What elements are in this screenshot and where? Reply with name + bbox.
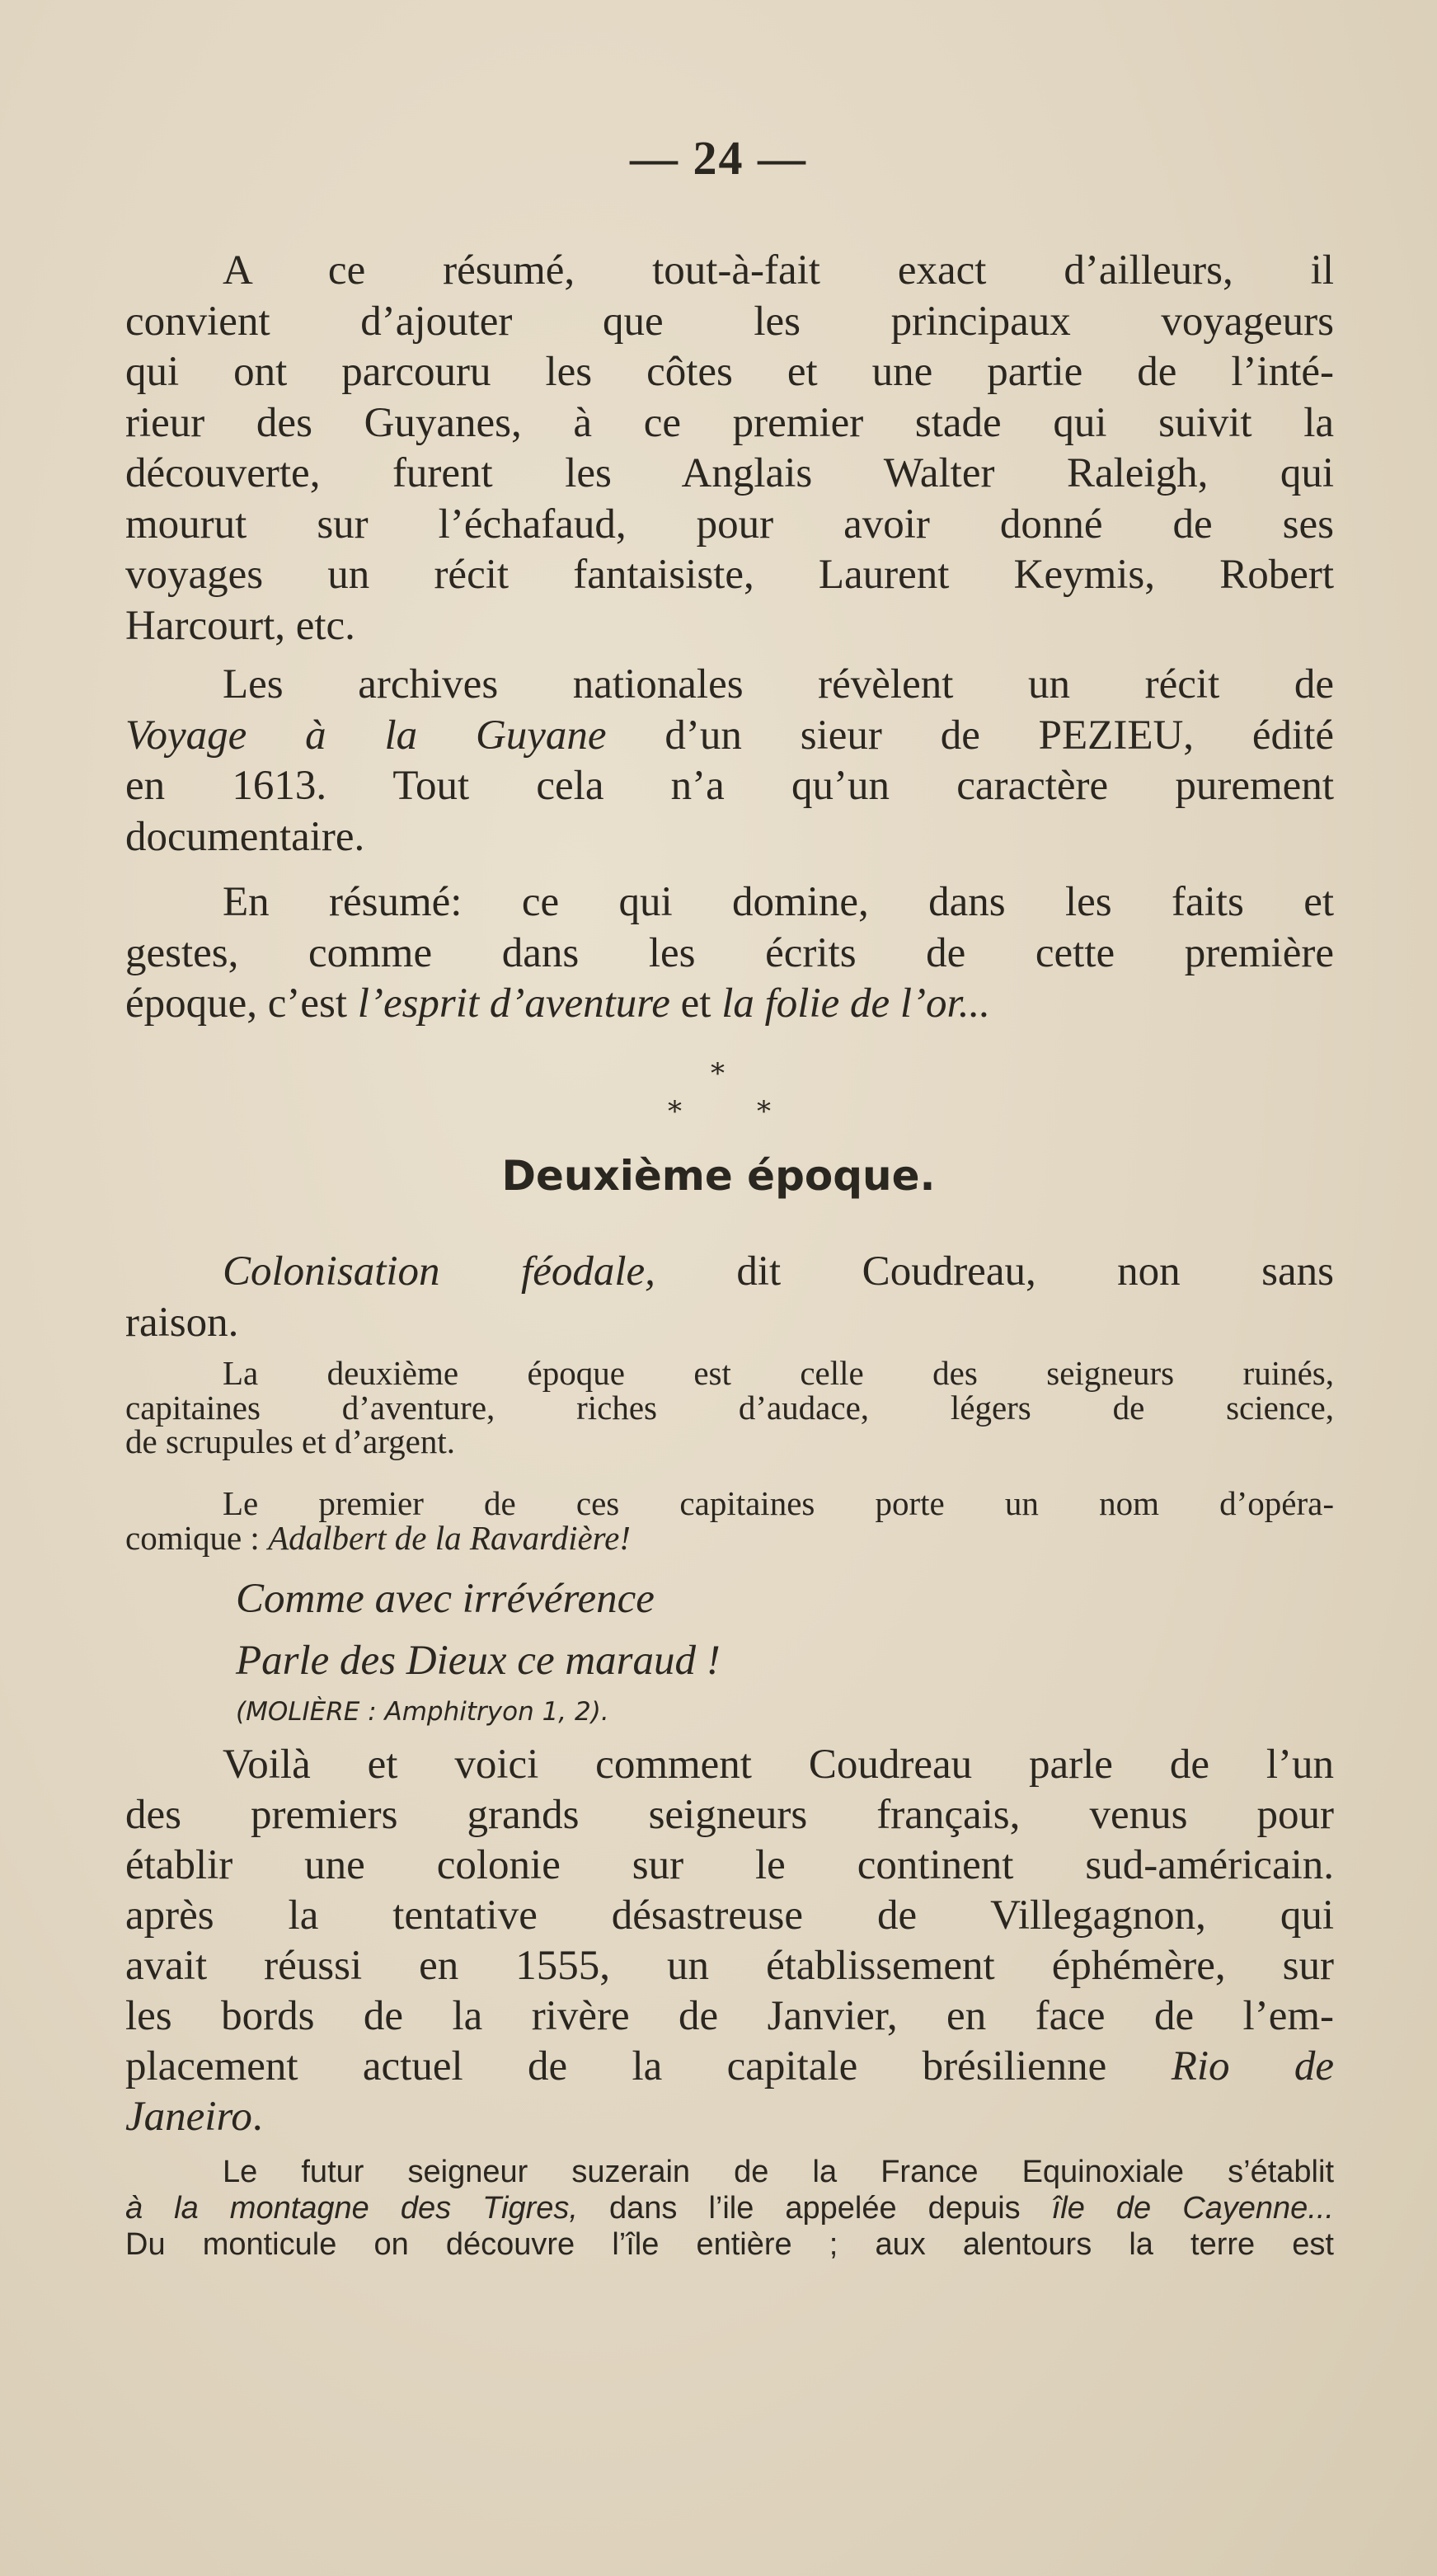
text-line: Harcourt, etc. [125,602,355,649]
text-line: gestes, comme dans les écrits de cette première [125,929,1334,976]
asterism-star: * [711,1057,725,1090]
paragraph-feudal [125,1247,1334,1348]
text-line: documentaire. [125,813,365,860]
paragraph-travellers [125,246,1334,651]
text-line: mourut sur l’échafaud, pour avoir donné de ses [125,501,1334,548]
text-line: à la montagne des Tigres, dans l’ile appelée depuis île de Cayenne... [125,2191,1334,2226]
paragraph-summary [125,877,1334,1030]
text-line: raison. [125,1299,239,1346]
text-line: La deuxième époque est celle des seigneurs ruinés, [223,1354,1334,1392]
paragraph-cayenne [125,2154,1334,2263]
text-line: Janeiro. [125,2094,263,2140]
text-line: Le premier de ces capitaines porte un nom d’opéra- [223,1484,1334,1522]
text-line: Voyage à la Guyane d’un sieur de PEZIEU, édité [125,712,1334,759]
text-line: des premiers grands seigneurs français, venus pour [125,1792,1334,1838]
text-line: après la tentative désastreuse de Villegagnon, qui [125,1892,1334,1939]
book-title: Voyage à la Guyane [125,712,607,759]
section-heading: Deuxième époque. [501,1152,936,1200]
verse-line: Comme avec irrévérence [236,1576,655,1622]
text-line: de scrupules et d’argent. [125,1422,455,1460]
text-line: En résumé: ce qui domine, dans les faits et [223,879,1334,925]
text-line: les bords de la rivère de Janvier, en face de l’em- [125,1993,1334,2039]
asterism-star: * [757,1095,771,1128]
text-line: Les archives nationales révèlent un récit de [223,661,1334,707]
verse-citation: (MOLIÈRE : Amphitryon 1, 2). [236,1697,609,1727]
text-line: rieur des Guyanes, à ce premier stade qui suivit la [125,399,1334,446]
text-line: comique : Adalbert de la Ravardière! [125,1518,631,1557]
text-line: époque, c’est l’esprit d’aventure et la folie de l’or... [125,980,991,1027]
text-line: établir une colonie sur le continent sud-américain. [125,1842,1334,1888]
page-number: — 24 — [630,131,807,185]
paragraph-captain [125,1484,1334,1557]
text-line: en 1613. Tout cela n’a qu’un caractère purement [125,763,1334,809]
verse-line: Parle des Dieux ce maraud ! [236,1638,721,1684]
text-line: qui ont parcouru les côtes et une partie de l’inté- [125,349,1334,395]
text-line: Le futur seigneur suzerain de la France Equinoxiale s’établit [223,2155,1334,2189]
text-line: Voilà et voici comment Coudreau parle de l’un [223,1742,1334,1788]
text-line: placement actuel de la capitale brésilienne Rio de [125,2043,1335,2089]
text-line: Du monticule on découvre l’île entière ; aux alentours la terre est [125,2227,1334,2262]
text-line: A ce résumé, tout-à-fait exact d’ailleurs, il [223,247,1334,294]
text-line: voyages un récit fantaisiste, Laurent Keymis, Robert [125,552,1334,598]
text-line: Colonisation féodale, dit Coudreau, non sans [223,1248,1334,1295]
paragraph-archives [125,660,1334,863]
paragraph-coudreau [125,1740,1334,2142]
text-line: avait réussi en 1555, un établissement éphémère, sur [125,1943,1334,1989]
text-line: découverte, furent les Anglais Walter Raleigh, qui [125,450,1334,496]
text-line: convient d’ajouter que les principaux voyageurs [125,298,1334,345]
asterism-star: * [668,1095,682,1128]
text-line: capitaines d’aventure, riches d’audace, légers de science, [125,1388,1334,1427]
paragraph-lords [125,1356,1334,1460]
